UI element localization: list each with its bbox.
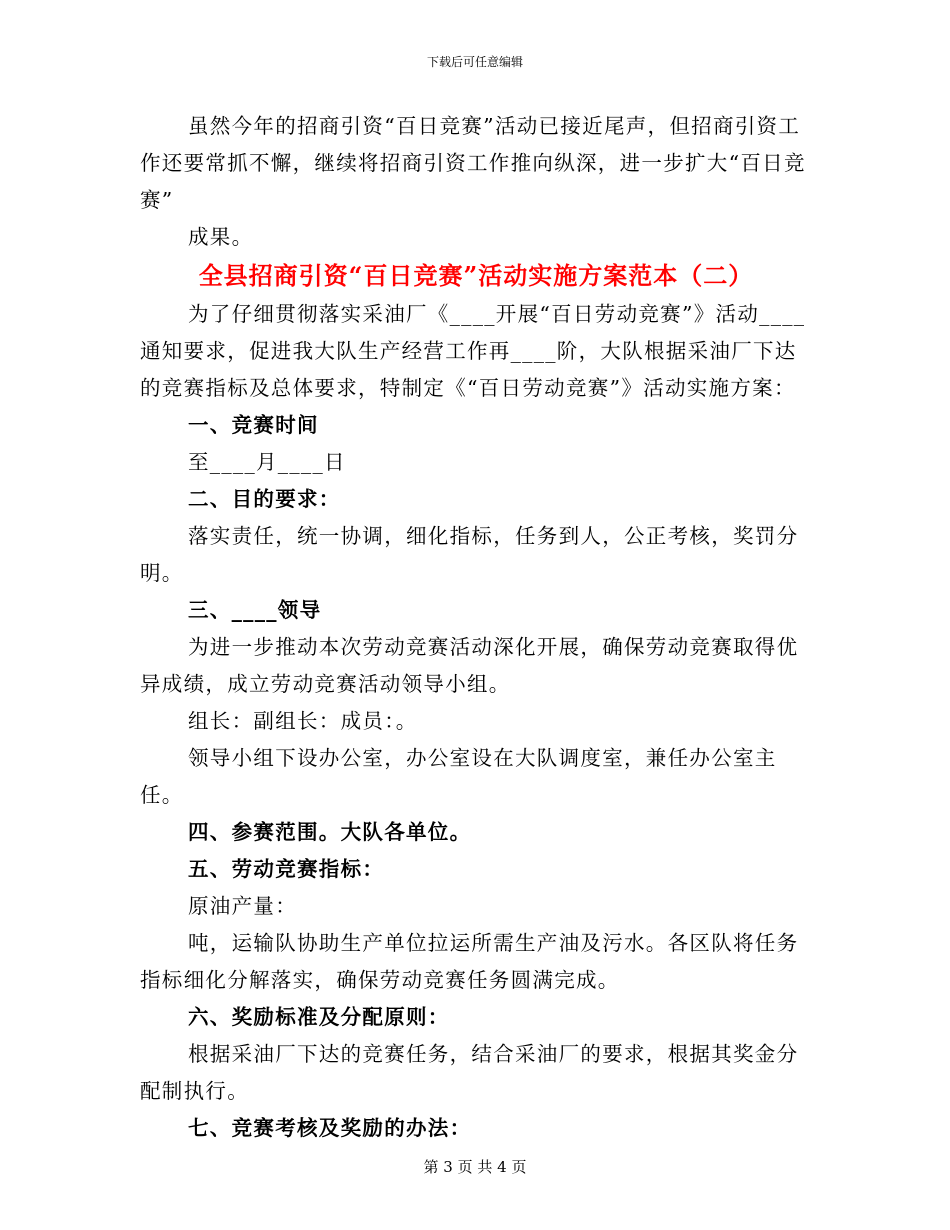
section-heading: 七、竞赛考核及奖励的办法：: [188, 1116, 472, 1140]
section-heading: 三、____领导: [188, 598, 322, 622]
paragraph: 为进一步推动本次劳动竞赛活动深化开展，确保劳动竞赛取得优异成绩，成立劳动竞赛活动领导小组。: [140, 635, 799, 696]
section-heading: 一、竞赛时间: [188, 413, 319, 437]
paragraph: 至____月____日: [188, 450, 346, 474]
section-heading: 二、目的要求：: [188, 487, 341, 511]
paragraph: 落实责任，统一协调，细化指标，任务到人，公正考核，奖罚分明。: [140, 524, 799, 585]
paragraph: 吨，运输队协助生产单位拉运所需生产油及污水。各区队将任务指标细化分解落实，确保劳动竞赛任务圆满完成。: [140, 931, 799, 992]
page-footer: 第 3 页 共 4 页: [423, 1158, 527, 1176]
paragraph: 为了仔细贯彻落实采油厂《____开展“百日劳动竞赛”》活动____通知要求，促进我大队生产经营工作再____阶，大队根据采油厂下达的竞赛指标及总体要求，特制定《“百日劳动竞赛”》活动实施方案：: [140, 302, 806, 400]
section-heading: 五、劳动竞赛指标：: [188, 857, 385, 881]
paragraph: 成果。: [188, 225, 254, 249]
document-body: [140, 108, 812, 1147]
page-header: 下载后可任意编辑: [426, 55, 523, 69]
section-heading: 四、参赛范围。大队各单位。: [188, 820, 472, 844]
paragraph: 虽然今年的招商引资“百日竞赛”活动已接近尾声，但招商引资工作还要常抓不懈，继续将招商引资工作推向纵深，进一步扩大“百日竞赛”: [140, 114, 806, 212]
paragraph: 领导小组下设办公室，办公室设在大队调度室，兼任办公室主任。: [140, 746, 777, 807]
paragraph: 原油产量：: [188, 894, 297, 918]
section-title: 全县招商引资“百日竞赛”活动实施方案范本（二）: [198, 261, 754, 290]
paragraph: 组长：副组长：成员：。: [188, 709, 418, 733]
paragraph: 根据采油厂下达的竞赛任务，结合采油厂的要求，根据其奖金分配制执行。: [140, 1042, 799, 1103]
section-heading: 六、奖励标准及分配原则：: [188, 1005, 450, 1029]
